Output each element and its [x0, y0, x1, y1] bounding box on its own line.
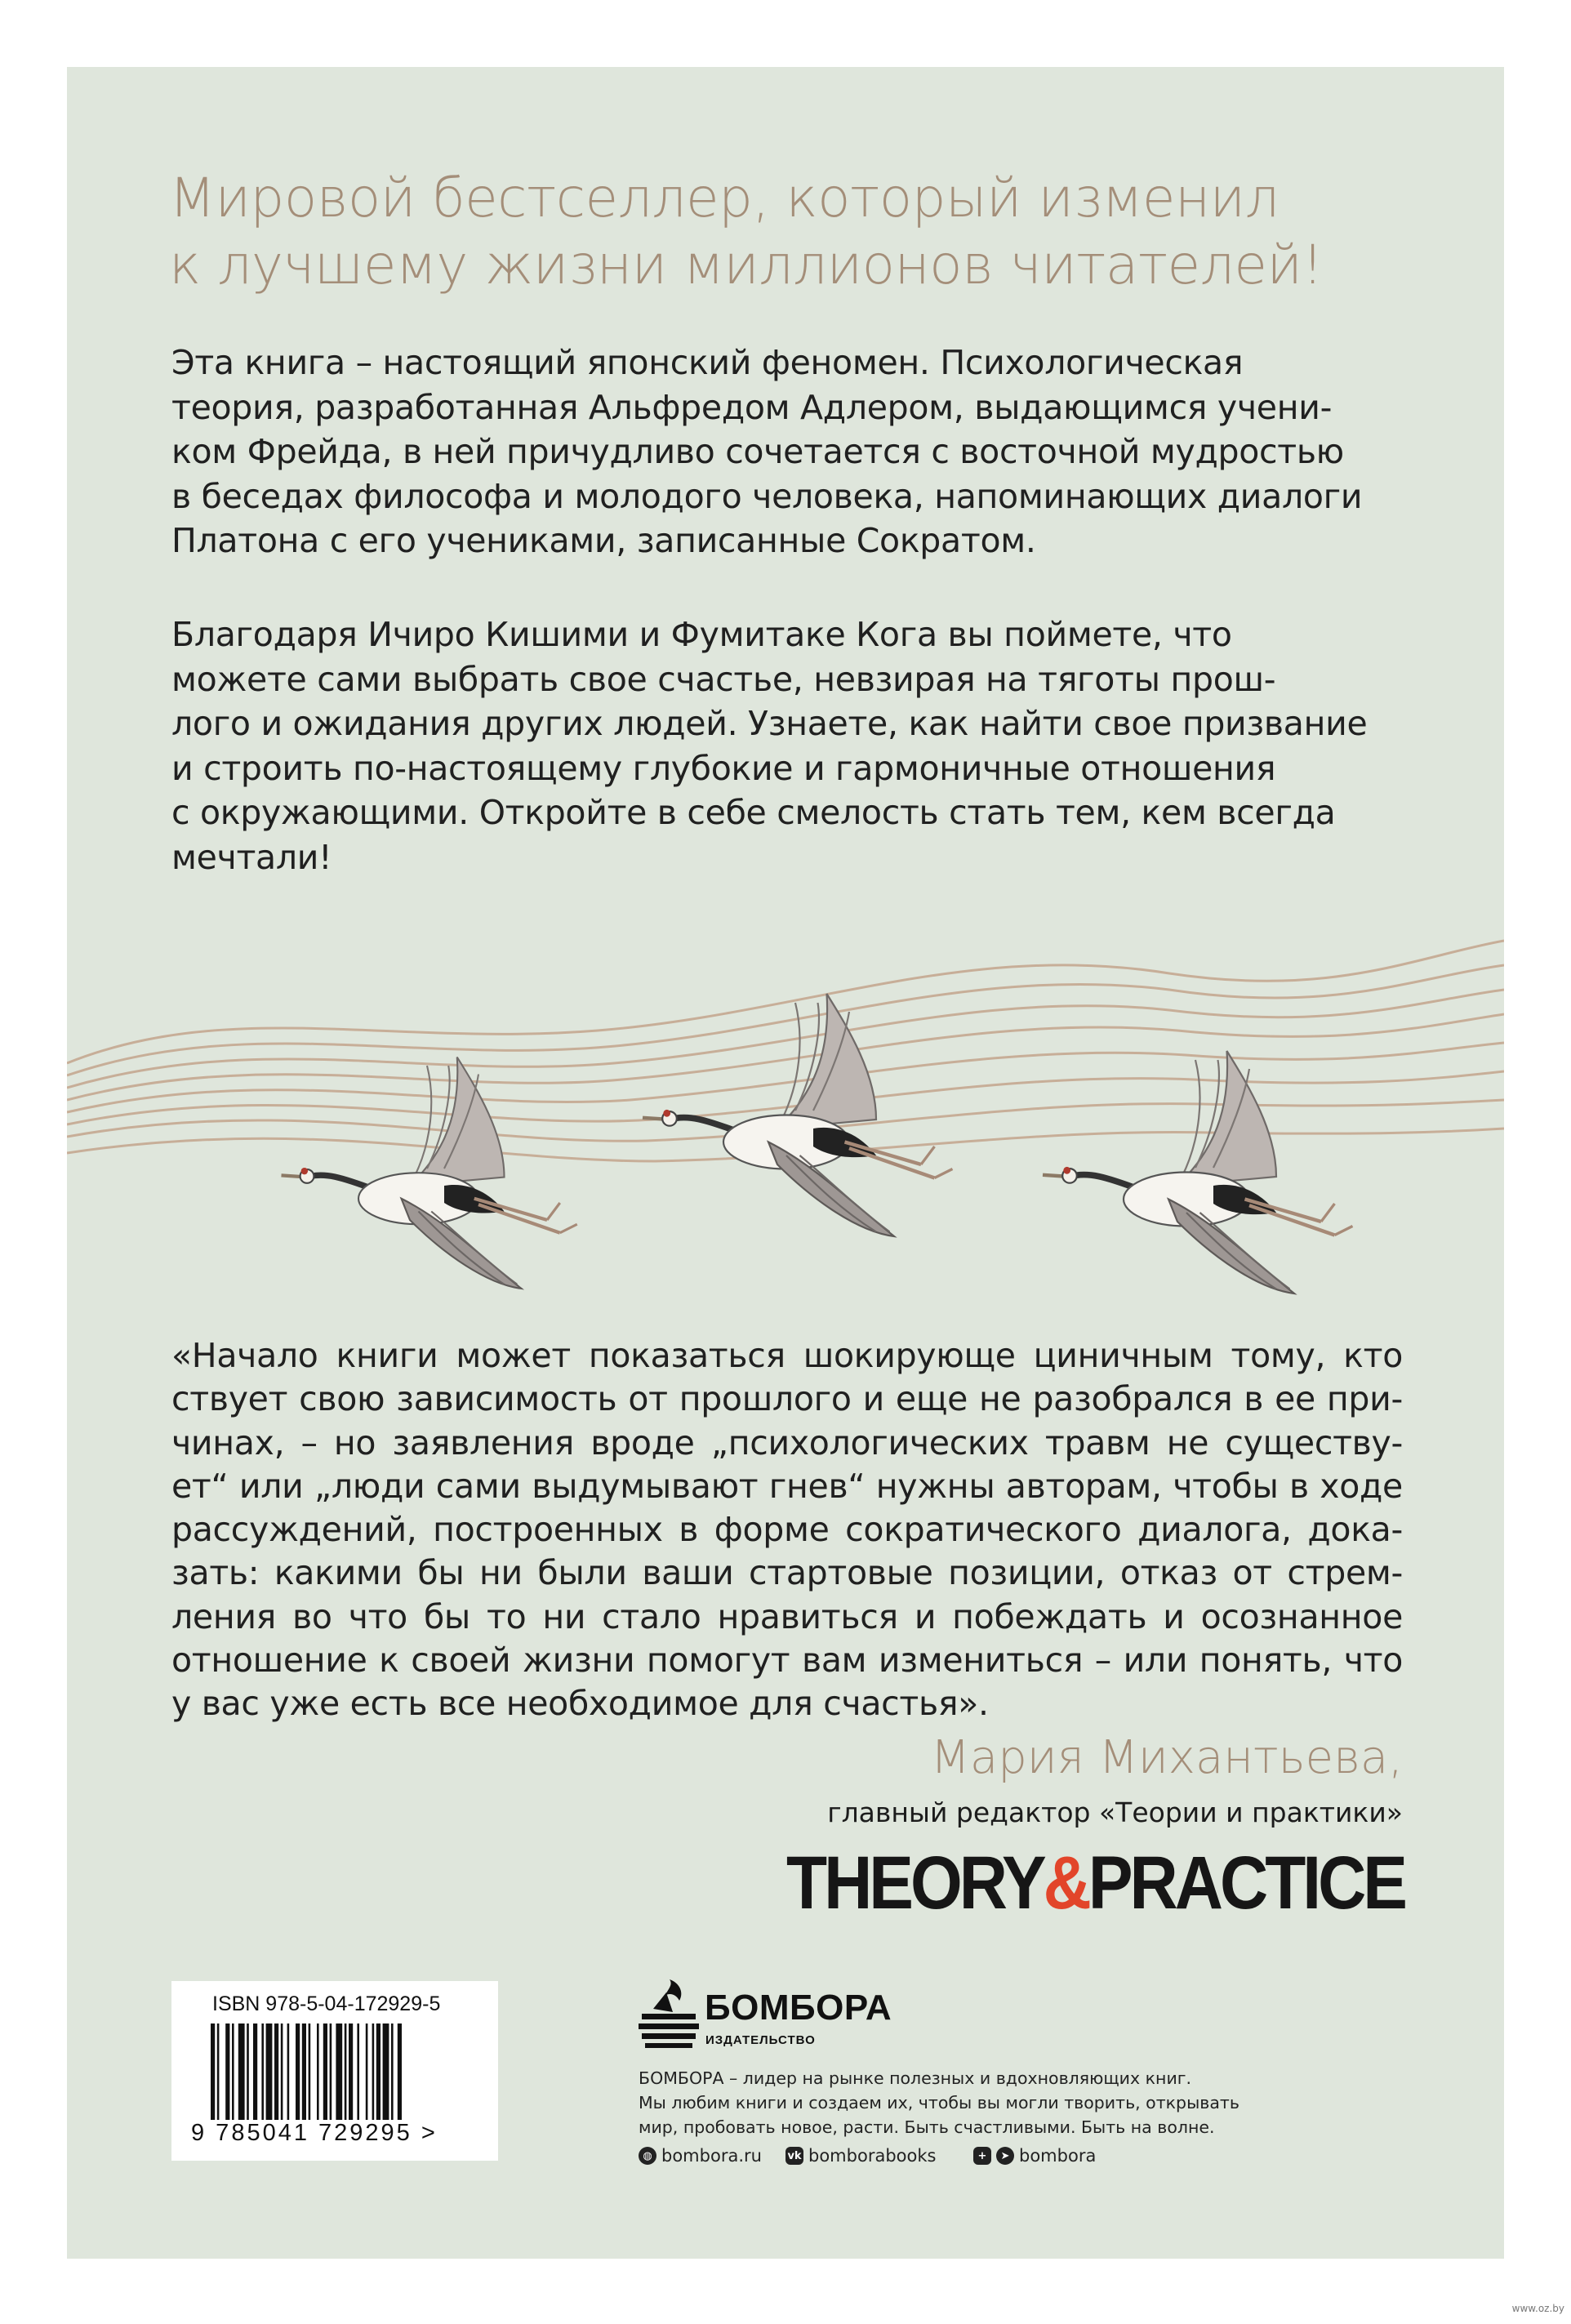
barcode-bars — [211, 2023, 456, 2120]
quote-line: у вас уже есть все необходимое для счастья». — [171, 1684, 989, 1724]
quote-line: «Начало книги может показаться шокирующе циничным тому, кто — [171, 1336, 1403, 1375]
headline-line: к лучшему жизни миллионов читателей! — [169, 234, 1324, 296]
quote-line: рассуждений, построенных в форме сократического диалога, дока- — [171, 1510, 1403, 1550]
text-line: с окружающими. Откройте в себе смелость стать тем, кем всегда — [171, 793, 1336, 832]
quote-line: чинах, – но заявления вроде „психологических травм не существу- — [171, 1422, 1403, 1463]
text-line: можете сами выбрать свое счастье, невзирая на тяготы прош- — [171, 659, 1276, 699]
social-website[interactable] — [639, 2146, 762, 2166]
crane-center — [643, 994, 953, 1236]
text-line: и строить по-настоящему глубокие и гармоничные отношения — [171, 748, 1276, 788]
headline-line: Мировой бестселлер, который изменил — [169, 167, 1279, 229]
globe-icon: ◍ — [639, 2147, 656, 2165]
crane-right — [1043, 1051, 1353, 1293]
headline — [169, 165, 1394, 299]
description-paragraph-1 — [171, 341, 1478, 563]
text-line: в беседах философа и молодого человека, напоминающих диалоги — [171, 476, 1363, 516]
telegram-icon: ➤ — [996, 2147, 1014, 2165]
publisher-subtitle: ИЗДАТЕЛЬСТВО — [705, 2033, 816, 2047]
quote-line: ствует свою зависимость от прошлого и еще не разобрался в ее при- — [171, 1379, 1403, 1419]
text-line: Платона с его учениками, записанные Сократом. — [171, 521, 1036, 560]
quote-line: ет“ или „люди сами выдумывают гнев“ нужны авторам, чтобы в ходе — [171, 1466, 1403, 1506]
publisher-name: БОМБОРА — [705, 1988, 892, 2028]
quote-line: ления во что бы то ни стало нравиться и побеждать и осознанное — [171, 1596, 1403, 1636]
plus-icon: + — [973, 2147, 991, 2165]
text-line: ком Фрейда, в ней причудливо сочетается с восточной мудростью — [171, 432, 1344, 471]
social-label: bombora — [1019, 2146, 1097, 2166]
quote-author-role: главный редактор «Теории и практики» — [827, 1796, 1403, 1828]
cranes-illustration — [67, 908, 1504, 1333]
isbn-digits: 9 785041 729295 > — [191, 2120, 438, 2146]
text-line: БОМБОРА – лидер на рынке полезных и вдохновляющих книг. — [639, 2068, 1192, 2088]
review-quote — [171, 1334, 1403, 1726]
book-back-cover — [67, 67, 1504, 2259]
description-paragraph-2 — [171, 612, 1478, 879]
text-line: теория, разработанная Альфредом Адлером, выдающимся учени- — [171, 387, 1333, 427]
social-label: bombora.ru — [661, 2146, 762, 2166]
text-line: мир, пробовать новое, расти. Быть счастливыми. Быть на волне. — [639, 2117, 1215, 2137]
isbn-barcode — [171, 1981, 498, 2161]
quote-line: отношение к своей жизни помогут вам измениться – или понять, что — [171, 1641, 1403, 1681]
isbn-label: ISBN 978-5-04-172929-5 — [212, 1992, 441, 2015]
quote-line: зать: какими бы ни были ваши стартовые позиции, отказ от стрем- — [171, 1553, 1403, 1593]
social-telegram[interactable] — [973, 2146, 1096, 2166]
social-vk[interactable] — [786, 2146, 936, 2166]
tp-logo-part2: PRACTICE — [1088, 1841, 1404, 1926]
quote-author: Мария Михантьева, — [930, 1731, 1403, 1784]
text-line: Благодаря Ичиро Кишими и Фумитаке Кога вы поймете, что — [171, 615, 1232, 654]
theory-practice-logo — [786, 1841, 1404, 1926]
tp-logo-ampersand: & — [1043, 1841, 1088, 1926]
text-line: Мы любим книги и создаем их, чтобы вы могли творить, открывать — [639, 2093, 1239, 2113]
publisher-description — [639, 2066, 1259, 2139]
bombora-wave-logo-icon — [637, 1976, 702, 2050]
tp-logo-part1: THEORY — [786, 1841, 1044, 1926]
text-line: Эта книга – настоящий японский феномен. Психологическая — [171, 343, 1244, 382]
watermark: www.oz.by — [1511, 2303, 1564, 2314]
social-label: bomborabooks — [808, 2146, 937, 2166]
text-line: мечтали! — [171, 837, 332, 877]
vk-icon: vk — [786, 2147, 803, 2165]
text-line: лого и ожидания других людей. Узнаете, как найти свое призвание — [171, 704, 1368, 743]
